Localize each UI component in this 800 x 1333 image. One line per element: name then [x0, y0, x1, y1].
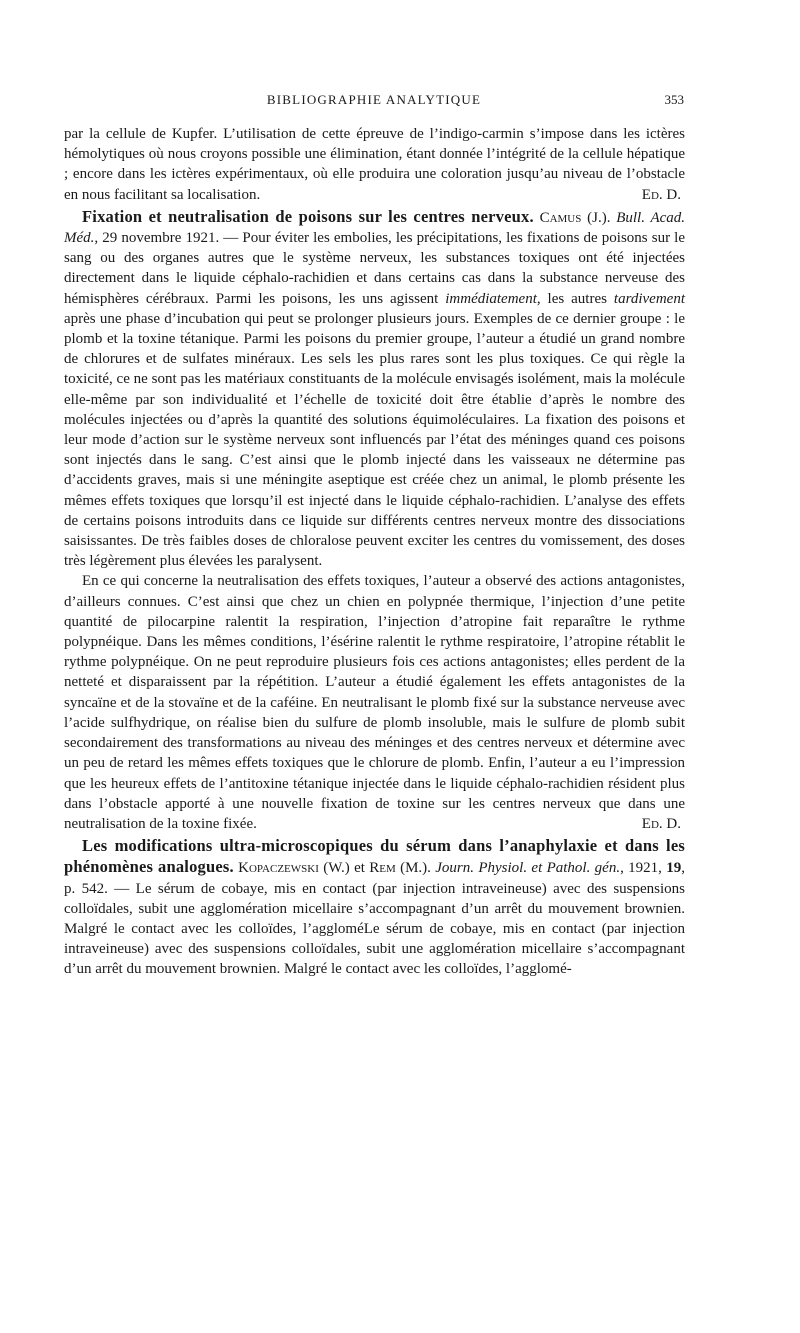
- entry1-emphasis-delayed: tardivement: [613, 290, 685, 307]
- entry2-author-2: Rem: [369, 860, 396, 877]
- entry1-author: Camus (J.).: [539, 209, 611, 226]
- entry2-text: Le sérum de cobaye, mis en contact (par injection intraveineuse) avec des suspensions colloïdales, subit une agglomération micellaire s’accompagnant d’un arrêt du mouvement brownien. Malgré le contact avec les colloïdes, l’aggloméLe sérum de cobaye, mis en contact (par injection intraveineuse) avec des suspensions colloïdales, subit une agglomération micellaire s’accompagnant d’un arrêt du mouvement brownien. Malgré le contact avec les colloïdes, l’agglomé-: [64, 880, 686, 978]
- entry1-text-a: Pour éviter les embolies, les précipitations, les fixations de poisons sur le sang ou des organes autres que le système nerveux, les substances toxiques ont été injectées directement dans le liquide céphalo-rachidien et dans certains cas dans la substance nerveuse des hémisphères cérébraux. Parmi les poisons, les uns agissent: [64, 230, 686, 307]
- entry1-signature: Ed. D.: [641, 815, 681, 832]
- entry1-emphasis-immediate: immédiatement: [445, 290, 537, 307]
- entry1-paragraph-2: [64, 571, 685, 834]
- entry2-author-1-initial: (W.) et: [318, 860, 370, 877]
- intro-text: par la cellule de Kupfer. L’utilisation de cette épreuve de l’indigo-carmin s’impose dans les ictères hémolytiques où nous croyons possible une élimination, étant donnée l’intégrité de la cellule hépatique ; encore dans les ictères expérimentaux, où elle produira une coloration jusqu’au niveau de l’obstacle en nous facilitant sa localisation.: [64, 126, 685, 203]
- entry2-citation-b: , p. 542. —: [64, 860, 686, 897]
- entry2-title: Les modifications ultra-microscopiques du sérum dans l’anaphylaxie et dans les phénomènes analogues.: [64, 836, 685, 877]
- entry1-journal: Bull. Acad. Méd.: [64, 209, 686, 247]
- bibliography-entry-kopaczewski: [64, 836, 685, 979]
- entry2-author-1: Kopaczewski: [238, 860, 319, 877]
- intro-signature: Ed. D.: [641, 186, 681, 203]
- entry2-journal: Journ. Physiol. et Pathol. gén.: [435, 860, 621, 877]
- entry2-author-2-initial: (M.).: [395, 860, 436, 877]
- entry1-paragraph-1: [64, 207, 685, 572]
- entry1-text-b: , les autres: [536, 290, 614, 307]
- entry2-volume: 19: [666, 860, 682, 877]
- entry1-citation: , 29 novembre 1921. —: [94, 230, 243, 247]
- bibliography-entry-camus: [64, 207, 685, 834]
- running-title: BIBLIOGRAPHIE ANALYTIQUE: [266, 92, 482, 107]
- entry1-text-c: après une phase d’incubation qui peut se prolonger plusieurs jours. Exemples de ce dernier groupe : le plomb et la toxine tétanique. Parmi les poisons du premier groupe, l’auteur a étudié un grand nombre de chlorures et de sulfates minéraux. Les sels les plus rares sont les plus toxiques. Ce qui règle la toxicité, ce ne sont pas les matériaux constituants de la molécule envisagés isolément, mais la molécule elle-même par son individualité et l’échelle de toxicité doit être établie d’après le nombre des molécules injectées ou d’après la quantité des solutions équimoléculaires. La fixation des poisons et leur mode d’action sur le système nerveux sont influencés par l’état des méninges quand ces poisons sont injectés dans le sang. C’est ainsi que le plomb injecté dans les vaisseaux ne détermine pas d’accidents graves, mais si une méningite aseptique est créée chez un animal, le plomb présente les mêmes effets toxiques que lorsqu’il est injecté dans le liquide céphalo-rachidien. L’analyse des effets de certains poisons introduits dans ce liquide sur différents centres nerveux montre des dissociations saisissantes. De très faibles doses de chloralose peuvent exciter les centres du vomissement, des doses très légèrement plus élevées les paralysent.: [64, 310, 685, 570]
- entry2-paragraph: [64, 836, 685, 979]
- page-header: [64, 90, 684, 110]
- entry1-title: Fixation et neutralisation de poisons sur les centres nerveux.: [82, 206, 534, 226]
- entry1-text-2: En ce qui concerne la neutralisation des effets toxiques, l’auteur a observé des actions antagonistes, d’ailleurs connues. C’est ainsi que chez un chien en polypnée thermique, l’injection d’une petite quantité de pilocarpine ralentit la respiration, l’injection d’atropine fait reparaître le rythme polypnéique. Dans les mêmes conditions, l’ésérine ralentit le rythme respiratoire, l’atropine rétablit le rythme polypnéique. On ne peut reproduire plusieurs fois ces actions antagonistes; elles perdent de la netteté et disparaissent par la répétition. L’auteur a étudié également les effets antagonistes de la syncaïne et de la stovaïne et de la caféine. En neutralisant le plomb fixé sur la substance nerveuse avec l’acide sulfhydrique, on réalise bien du sulfure de plomb insoluble, mais le sulfure de plomb subit secondairement des transformations au niveau des méninges et des centres nerveux et détermine avec un peu de retard les mêmes effets toxiques que le chlorure de plomb. Enfin, l’auteur a eu l’impression que les heureux effets de l’antitoxine tétanique injectée dans le liquide céphalo-rachidien résident plus dans l’obstacle apporté à une nouvelle fixation de toxine sur les centres nerveux que dans une neutralisation de la toxine fixée.: [64, 573, 685, 832]
- intro-paragraph: [64, 124, 685, 205]
- page-body: [64, 124, 685, 980]
- entry2-citation-a: , 1921,: [620, 860, 667, 877]
- page-number: 353: [664, 92, 684, 107]
